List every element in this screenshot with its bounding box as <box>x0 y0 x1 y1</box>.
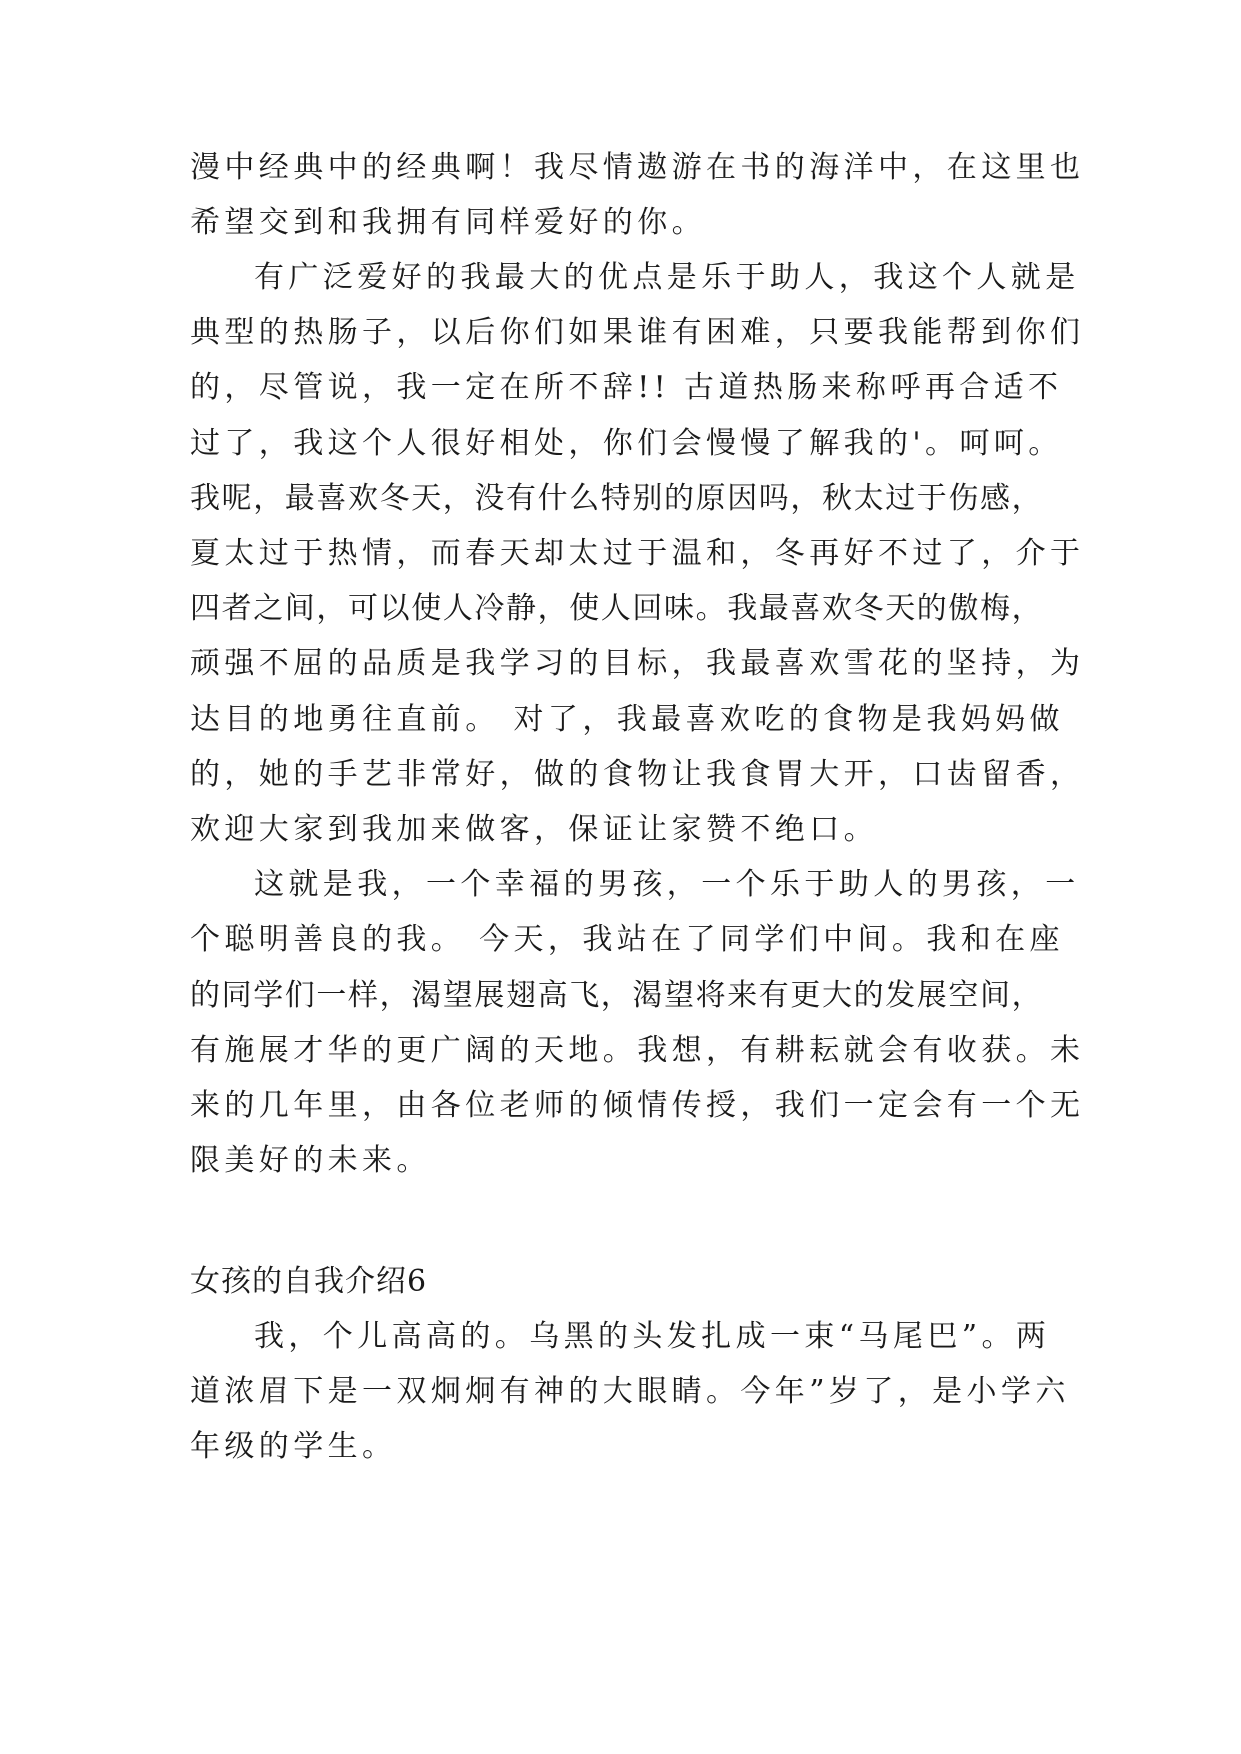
text-line: 的，尽管说，我一定在所不辞!! 古道热肠来称呼再合适不 <box>190 370 1063 405</box>
text-line: 欢迎大家到我加来做客，保证让家赞不绝口。 <box>190 812 878 847</box>
text-line: 我，个儿高高的。乌黑的头发扎成一束“马尾巴”。两 <box>254 1319 1051 1354</box>
text-line: 有施展才华的更广阔的天地。我想，有耕耘就会有收获。未 <box>190 1033 1085 1068</box>
text-line: 道浓眉下是一双炯炯有神的大眼睛。今年”岁了，是小学六 <box>190 1374 1070 1409</box>
text-line: 顽强不屈的品质是我学习的目标，我最喜欢雪花的坚持，为 <box>190 646 1085 681</box>
text-line: 四者之间，可以使人冷静，使人回味。我最喜欢冬天的傲梅， <box>190 591 1044 626</box>
text-line: 希望交到和我拥有同样爱好的你。 <box>190 205 706 240</box>
text-line: 典型的热肠子，以后你们如果谁有困难，只要我能帮到你们 <box>190 315 1085 350</box>
text-line: 年级的学生。 <box>190 1429 397 1464</box>
text-line: 的，她的手艺非常好，做的食物让我食胃大开，口齿留香， <box>190 757 1085 792</box>
text-line: 我呢，最喜欢冬天，没有什么特别的原因吗，秋太过于伤感， <box>190 481 1044 516</box>
text-line: 达目的地勇往直前。 对了，我最喜欢吃的食物是我妈妈做 <box>190 702 1064 737</box>
text-line: 漫中经典中的经典啊！我尽情遨游在书的海洋中，在这里也 <box>190 150 1085 185</box>
text-line: 的同学们一样，渴望展翅高飞，渴望将来有更大的发展空间， <box>190 978 1044 1013</box>
text-line: 限美好的未来。 <box>190 1143 431 1178</box>
text-line: 来的几年里，由各位老师的倾情传授，我们一定会有一个无 <box>190 1088 1085 1123</box>
text-line: 这就是我，一个幸福的男孩，一个乐于助人的男孩，一 <box>254 867 1080 902</box>
text-line: 有广泛爱好的我最大的优点是乐于助人，我这个人就是 <box>254 260 1080 295</box>
section-heading: 女孩的自我介绍6 <box>190 1264 428 1299</box>
text-line: 夏太过于热情，而春天却太过于温和，冬再好不过了，介于 <box>190 536 1085 571</box>
text-line: 个聪明善良的我。 今天，我站在了同学们中间。我和在座 <box>190 922 1064 957</box>
text-line: 过了，我这个人很好相处，你们会慢慢了解我的'。呵呵。 <box>190 426 1063 461</box>
